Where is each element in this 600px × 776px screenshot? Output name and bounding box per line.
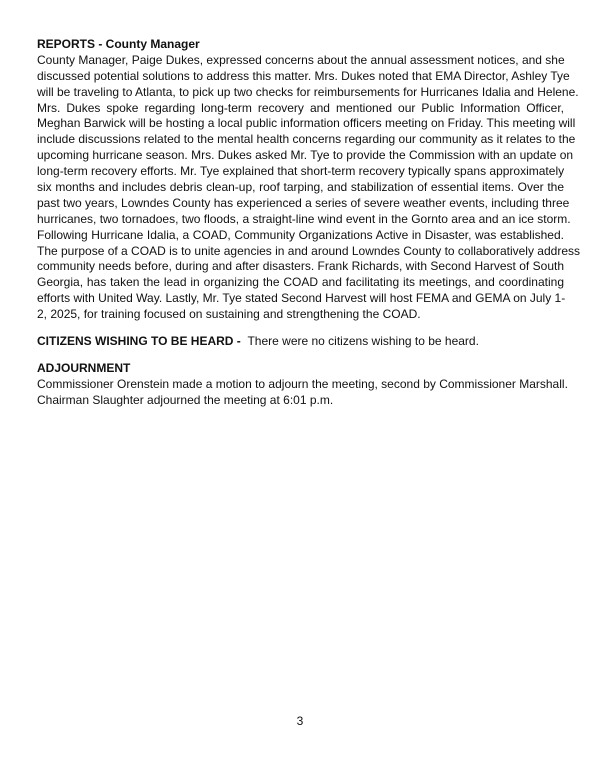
text-line: discussed potential solutions to address this matter. Mrs. Dukes noted that EMA Director, Ashley Tye xyxy=(37,68,570,83)
text-line: Georgia, has taken the lead in organizing the COAD and facilitating its meetings, and coordinating xyxy=(37,275,564,290)
citizens-text: There were no citizens wishing to be heard. xyxy=(247,334,479,349)
text-line: Meghan Barwick will be hosting a local public information officers meeting on Friday. This meeting will xyxy=(37,116,576,131)
text-line: Commissioner Orenstein made a motion to adjourn the meeting, second by Commissioner Marshall. xyxy=(37,376,568,391)
text-line: long-term recovery efforts. Mr. Tye explained that short-term recovery typically spans approximately xyxy=(37,164,565,179)
text-line: Mrs. Dukes spoke regarding long-term recovery and mentioned our Public Information Officer, xyxy=(37,100,564,115)
citizens-paragraph xyxy=(37,334,564,350)
reports-section xyxy=(37,37,580,323)
text-line: Chairman Slaughter adjourned the meeting at 6:01 p.m. xyxy=(37,392,334,407)
text-line: hurricanes, two tornadoes, two floods, a straight-line wind event in the Gornto area and an ice storm. xyxy=(37,211,571,226)
adjournment-section xyxy=(37,360,568,409)
text-line: will be traveling to Atlanta, to pick up two checks for reimbursements for Hurricanes Idalia and Helene. xyxy=(37,84,579,99)
text-line: efforts with United Way. Lastly, Mr. Tye stated Second Harvest will host FEMA and GEMA on July 1- xyxy=(37,291,566,306)
reports-heading: REPORTS - County Manager xyxy=(37,37,200,51)
text-line: past two years, Lowndes County has experienced a series of severe weather events, including three xyxy=(37,195,570,210)
citizens-heading: CITIZENS WISHING TO BE HEARD - xyxy=(37,334,245,349)
text-line: The purpose of a COAD is to unite agencies in and around Lowndes County to collaboratively address xyxy=(37,243,580,258)
adjournment-heading: ADJOURNMENT xyxy=(37,360,131,375)
text-line: include discussions related to the mental health concerns regarding our community as it relates to the xyxy=(37,132,576,147)
citizens-section xyxy=(37,334,564,350)
adjournment-body xyxy=(37,376,568,409)
document-page xyxy=(37,37,580,409)
text-line: community needs before, during and after disasters. Frank Richards, with Second Harvest of South xyxy=(37,259,564,274)
text-line: Following Hurricane Idalia, a COAD, Community Organizations Active in Disaster, was established. xyxy=(37,227,564,242)
page-number: 3 xyxy=(296,714,304,728)
text-line: six months and includes debris clean-up, roof tarping, and stabilization of essential items. Over the xyxy=(37,180,564,195)
text-line: County Manager, Paige Dukes, expressed concerns about the annual assessment notices, and she xyxy=(37,52,565,67)
text-line: 2, 2025, for training focused on sustaining and strengthening the COAD. xyxy=(37,307,421,322)
text-line: upcoming hurricane season. Mrs. Dukes asked Mr. Tye to provide the Commission with an update on xyxy=(37,148,574,163)
reports-body xyxy=(37,52,580,323)
